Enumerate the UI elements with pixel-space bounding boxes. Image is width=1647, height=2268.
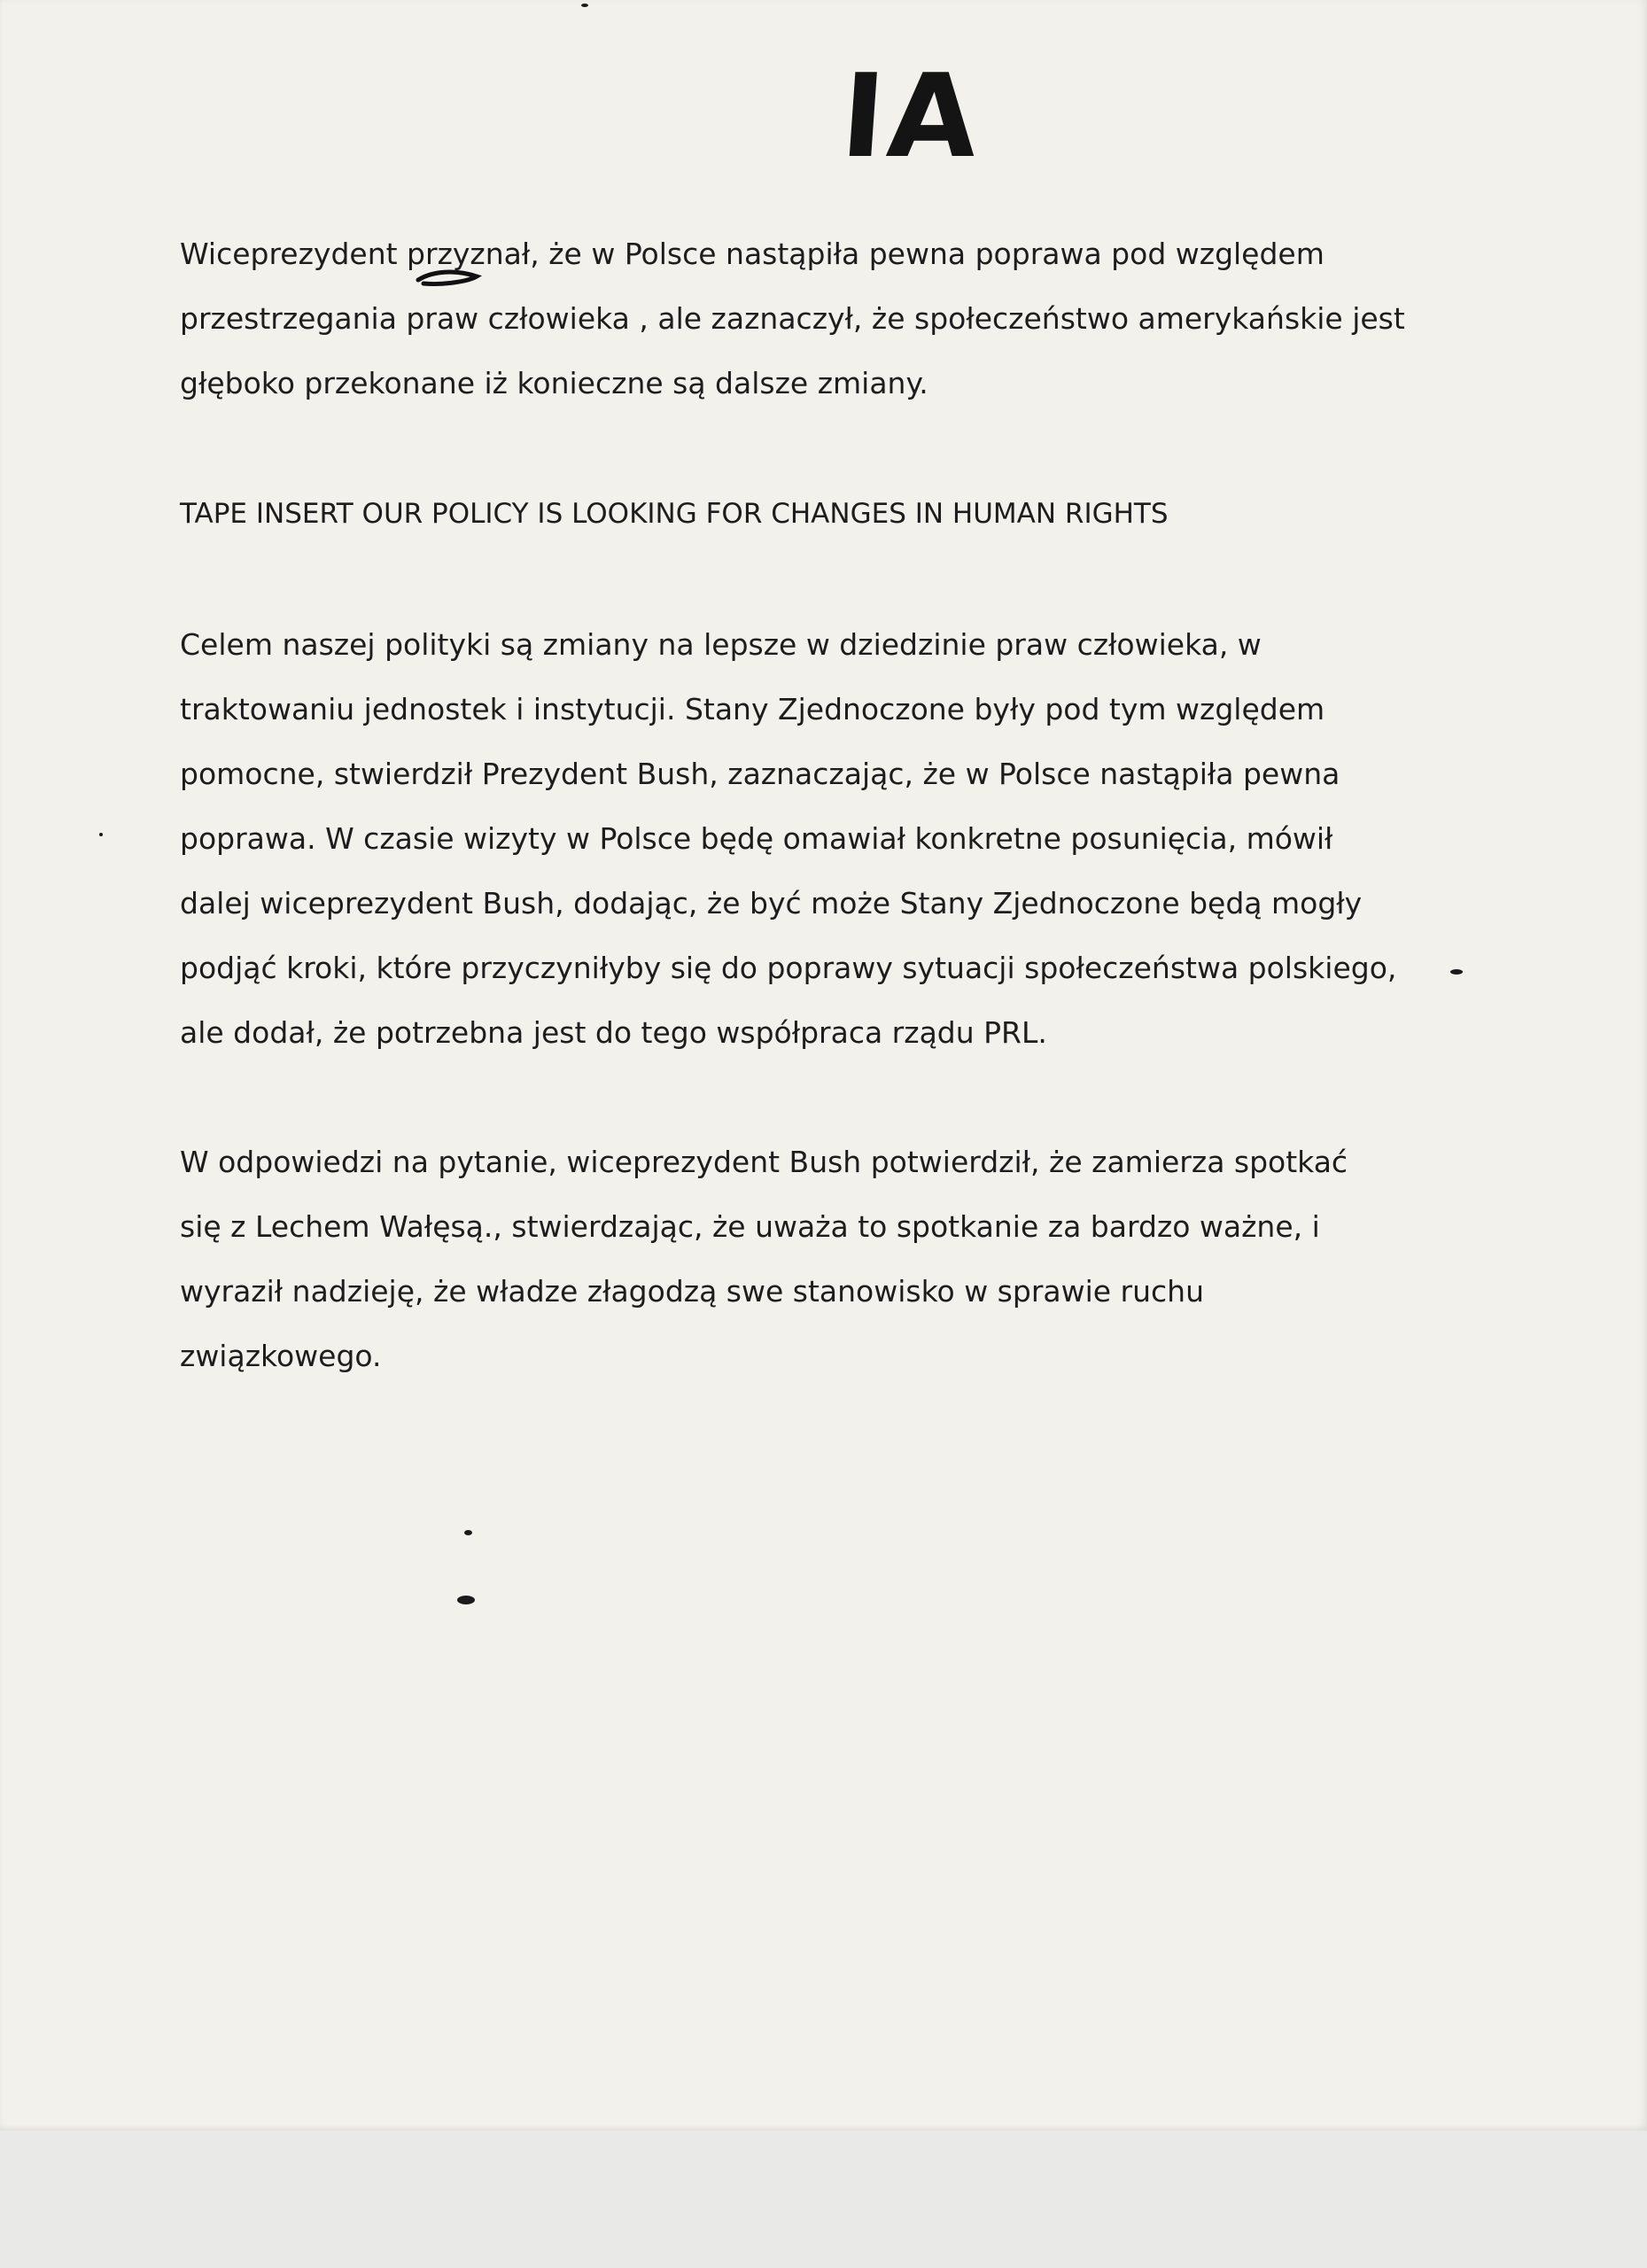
text-line: Wiceprezydent przyznał, że w Polsce nastąpiła pewna poprawa pod względem [180,237,1325,271]
text-line: podjąć kroki, które przyczyniłyby się do poprawy sytuacji społeczeństwa polskiego, [180,951,1397,985]
text-line: się z Lechem Wałęsą., stwierdzając, że uważa to spotkanie za bardzo ważne, i [180,1209,1320,1244]
text-line: traktowaniu jednostek i instytucji. Stany Zjednoczone były pod tym względem [180,692,1325,726]
ink-mark [457,1596,475,1604]
ink-mark [1450,969,1463,975]
text-line: dalej wiceprezydent Bush, dodając, że być może Stany Zjednoczone będą mogły [180,886,1363,920]
ink-mark [464,1530,472,1535]
tape-insert-heading: TAPE INSERT OUR POLICY IS LOOKING FOR CHANGES IN HUMAN RIGHTS [180,498,1169,530]
paragraph-walesa-meeting [180,1130,1464,1388]
text-line: ale dodał, że potrzebna jest do tego współpraca rządu PRL. [180,1015,1047,1050]
text-line: pomocne, stwierdził Prezydent Bush, zaznaczając, że w Polsce nastąpiła pewna [180,757,1340,791]
paragraph-vice-president-admission [180,221,1464,416]
text-line: wyraził nadzieję, że władze złagodzą swe stanowisko w sprawie ruchu [180,1274,1205,1309]
text-line: Celem naszej polityki są zmiany na lepsze w dziedzinie praw człowieka, w [180,627,1262,662]
text-line: głęboko przekonane iż konieczne są dalsze zmiany. [180,366,928,400]
text-line: przestrzegania praw człowieka , ale zaznaczył, że społeczeństwo amerykańskie jest [180,301,1405,336]
ink-mark [99,833,103,836]
paragraph-policy-goals [180,612,1464,1065]
text-line: W odpowiedzi na pytanie, wiceprezydent Bush potwierdził, że zamierza spotkać [180,1145,1348,1179]
text-line: poprawa. W czasie wizyty w Polsce będę omawiał konkretne posunięcia, mówił [180,821,1333,856]
ink-mark [581,4,588,7]
handwritten-page-label: IA [836,49,986,183]
text-line: związkowego. [180,1339,382,1373]
